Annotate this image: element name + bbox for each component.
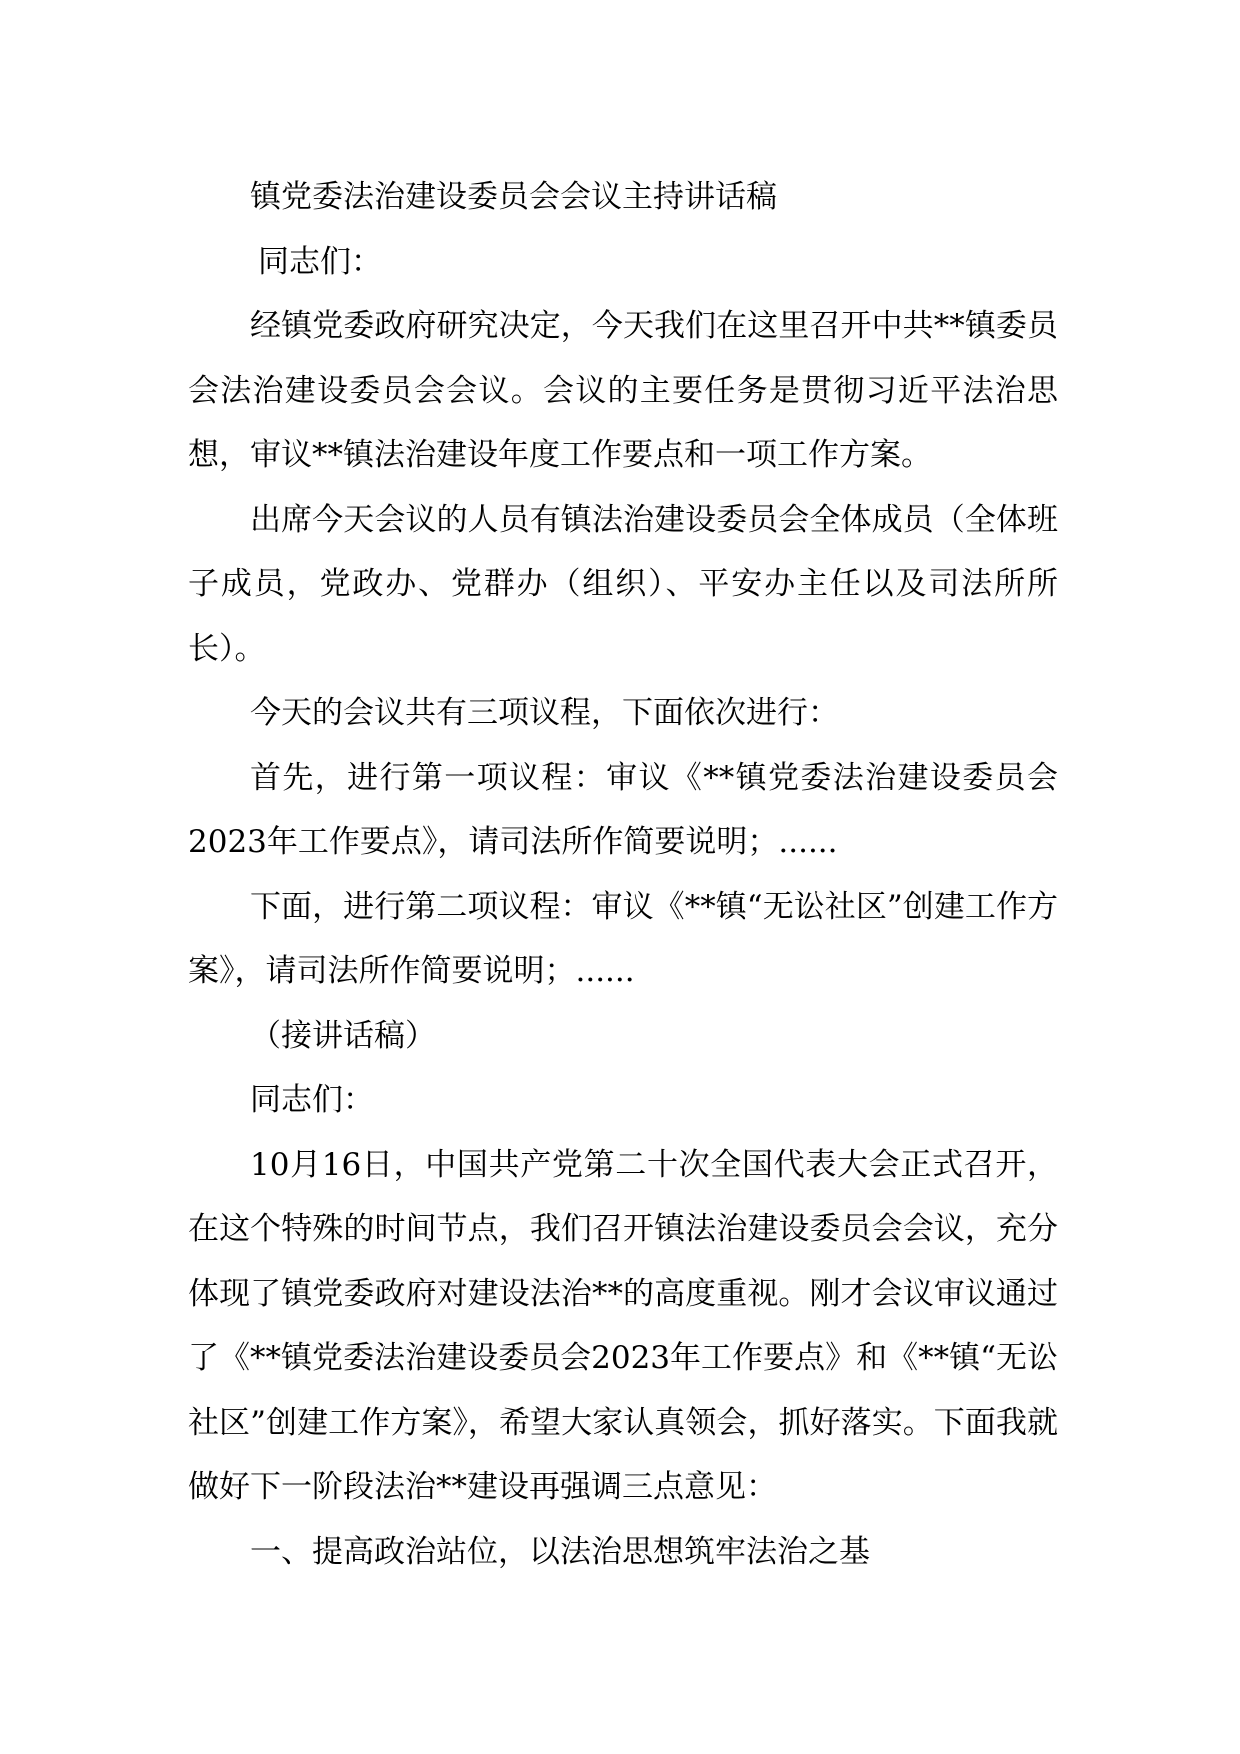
paragraph-salutation-2: 同志们： — [250, 1082, 374, 1118]
paragraph-agenda-item-1: 首先，进行第一项议程：审议《**镇党委法治建设委员会2023年工作要点》，请司法所作简要说明；...... — [188, 759, 1058, 860]
section-heading-1: 一、提高政治站位，以法治思想筑牢法治之基 — [250, 1533, 870, 1570]
salutation: 同志们： — [258, 243, 382, 280]
paragraph-speech-note: （接讲话稿） — [250, 1017, 436, 1054]
paragraph-attendees: 出席今天会议的人员有镇法治建设委员会全体成员（全体班子成员，党政办、党群办（组织）、平安办主任以及司法所所长）。 — [188, 501, 1058, 667]
document-body — [188, 165, 1058, 1584]
paragraph-agenda-intro: 今天的会议共有三项议程，下面依次进行： — [250, 695, 839, 731]
paragraph-opening: 经镇党委政府研究决定，今天我们在这里召开中共**镇委员会法治建设委员会会议。会议的主要任务是贯彻习近平法治思想，审议**镇法治建设年度工作要点和一项工作方案。 — [188, 308, 1058, 473]
document-title: 镇党委法治建设委员会会议主持讲话稿 — [250, 179, 777, 215]
paragraph-agenda-item-2: 下面，进行第二项议程：审议《**镇“无讼社区”创建工作方案》，请司法所作简要说明；...... — [188, 888, 1058, 989]
paragraph-speech-body: 10月16日，中国共产党第二十次全国代表大会正式召开，在这个特殊的时间节点，我们召开镇法治建设委员会会议，充分体现了镇党委政府对建设法治**的高度重视。刚才会议审议通过了《**镇党委法治建设委员会2023年工作要点》和《**镇“无讼社区”创建工作方案》，希望大家认真领会，抓好落实。下面我就做好下一阶段法治**建设再强调三点意见： — [188, 1146, 1058, 1505]
